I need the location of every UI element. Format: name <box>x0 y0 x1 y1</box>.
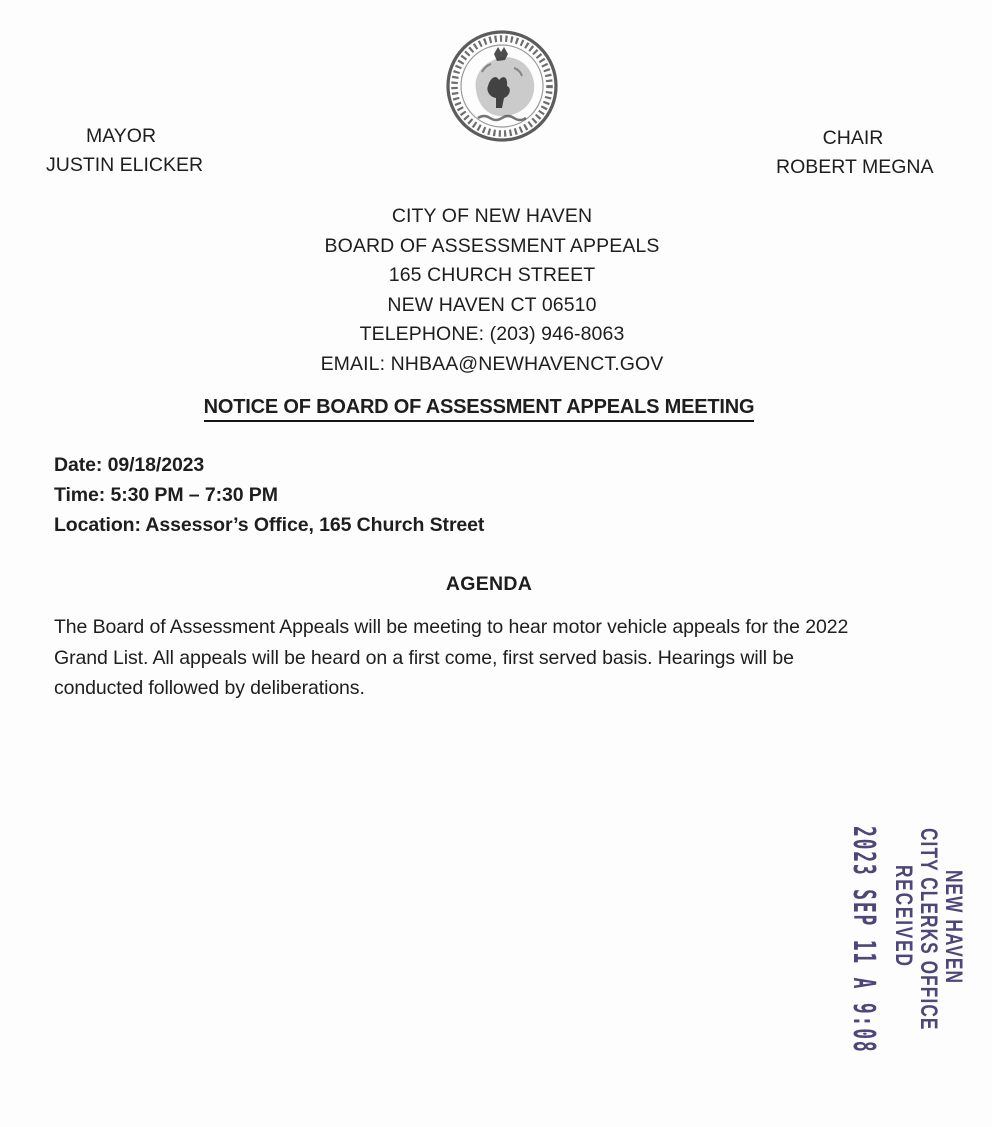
received-stamp <box>832 826 967 1063</box>
agenda-body <box>54 612 934 704</box>
meeting-details <box>54 450 484 540</box>
letterhead <box>0 202 984 379</box>
letterhead-line: BOARD OF ASSESSMENT APPEALS <box>324 234 660 257</box>
city-seal-icon <box>444 28 560 144</box>
chair-title: CHAIR <box>822 127 884 149</box>
mayor-block <box>46 122 204 179</box>
mayor-name: JUSTIN ELICKER <box>46 153 204 176</box>
meeting-date: Date: 09/18/2023 <box>54 454 205 476</box>
notice-title-text: NOTICE OF BOARD OF ASSESSMENT APPEALS MEETING <box>204 396 755 422</box>
agenda-line: The Board of Assessment Appeals will be meeting to hear motor vehicle appeals for the 2022 <box>54 616 849 638</box>
stamp-status-line: RECEIVED <box>890 865 917 968</box>
meeting-location: Location: Assessor’s Office, 165 Church Street <box>54 514 485 536</box>
agenda-line: Grand List. All appeals will be heard on a first come, first served basis. Hearings will be <box>54 646 794 669</box>
letterhead-line: EMAIL: NHBAA@NEWHAVENCT.GOV <box>320 352 664 375</box>
agenda-heading: AGENDA <box>445 573 533 595</box>
stamp-datetime-line: 2023 SEP 11 A 9:08 <box>846 826 881 1054</box>
letterhead-line: NEW HAVEN CT 06510 <box>387 293 597 316</box>
letterhead-line: CITY OF NEW HAVEN <box>391 205 593 227</box>
chair-name: ROBERT MEGNA <box>776 155 934 178</box>
notice-title <box>0 396 958 419</box>
mayor-title: MAYOR <box>85 125 157 147</box>
letterhead-line: TELEPHONE: (203) 946-8063 <box>359 323 625 345</box>
agenda-line: conducted followed by deliberations. <box>54 677 365 699</box>
stamp-org-line: CITY CLERKS OFFICE <box>915 828 942 1031</box>
received-stamp-text <box>832 826 967 1063</box>
meeting-time: Time: 5:30 PM – 7:30 PM <box>54 484 278 506</box>
stamp-org-line: NEW HAVEN <box>940 870 967 985</box>
chair-block <box>776 124 934 181</box>
letterhead-line: 165 CHURCH STREET <box>388 264 596 286</box>
